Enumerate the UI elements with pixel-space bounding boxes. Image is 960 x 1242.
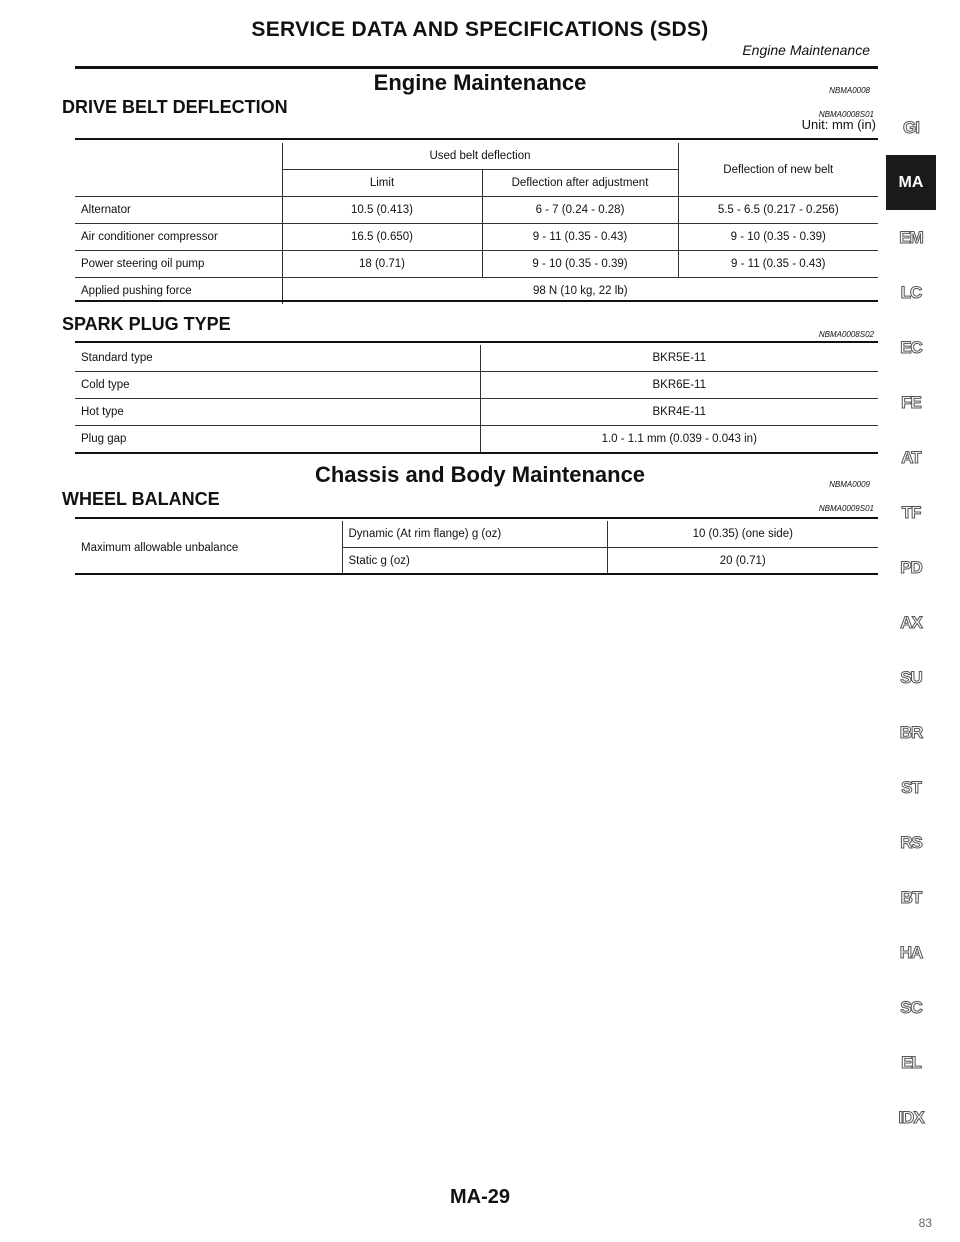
- spark-plug-heading: SPARK PLUG TYPE: [62, 314, 231, 334]
- table-row: [75, 372, 878, 399]
- row-limit: 16.5 (0.650): [282, 224, 482, 251]
- table-row: [75, 197, 878, 224]
- header-new-belt: Deflection of new belt: [678, 143, 878, 197]
- table-row: [75, 345, 878, 372]
- table-row: [75, 521, 878, 548]
- row-value: 20 (0.71): [607, 548, 878, 575]
- row-value: BKR5E-11: [480, 345, 878, 372]
- row-item: Air conditioner compressor: [75, 224, 282, 251]
- drive-belt-unit: Unit: mm (in): [801, 117, 876, 132]
- running-head: Engine Maintenance: [742, 42, 870, 58]
- tab-gi[interactable]: GI: [903, 117, 919, 137]
- wheel-balance-heading: WHEEL BALANCE: [62, 489, 220, 509]
- table-row: [75, 426, 878, 453]
- wheel-balance-table: [75, 521, 878, 574]
- tab-el[interactable]: EL: [901, 1052, 921, 1072]
- row-item: Plug gap: [81, 433, 127, 445]
- header-used-belt: Used belt deflection: [282, 143, 678, 170]
- tab-br[interactable]: BR: [899, 722, 923, 742]
- section-code-chassis: NBMA0009: [829, 480, 870, 489]
- row-after: 6 - 7 (0.24 - 0.28): [482, 197, 678, 224]
- tab-ha[interactable]: HA: [899, 942, 923, 962]
- section-title-chassis: Chassis and Body Maintenance: [314, 462, 646, 487]
- table-row: [75, 251, 878, 278]
- spark-plug-top-rule: [75, 341, 878, 343]
- page-title: SERVICE DATA AND SPECIFICATIONS (SDS): [251, 18, 709, 41]
- tab-idx[interactable]: IDX: [898, 1107, 924, 1127]
- row-item: Hot type: [75, 399, 480, 426]
- wheel-balance-bottom-rule: [75, 573, 878, 575]
- drive-belt-top-rule: [75, 138, 878, 140]
- wheel-balance-code: NBMA0009S01: [818, 504, 874, 513]
- table-row: [75, 399, 878, 426]
- row-item: Applied pushing force: [81, 285, 192, 297]
- row-value: 10 (0.35) (one side): [607, 521, 878, 548]
- section-code-engine: NBMA0008: [829, 86, 870, 95]
- row-item: Alternator: [75, 197, 282, 224]
- spark-plug-table: [75, 345, 878, 452]
- row-item: Cold type: [75, 372, 480, 399]
- header-after-adjust: Deflection after adjustment: [482, 170, 678, 197]
- row-after: 9 - 10 (0.35 - 0.39): [482, 251, 678, 278]
- spark-plug-bottom-rule: [75, 452, 878, 454]
- drive-belt-code: NBMA0008S01: [818, 110, 874, 119]
- drive-belt-table: [75, 143, 878, 304]
- row-type: Dynamic (At rim flange) g (oz): [342, 521, 607, 548]
- tab-em[interactable]: EM: [899, 227, 923, 247]
- row-new: 9 - 10 (0.35 - 0.39): [678, 224, 878, 251]
- row-new: 9 - 11 (0.35 - 0.43): [678, 251, 878, 278]
- page-number: MA-29: [449, 1186, 510, 1208]
- drive-belt-bottom-rule: [75, 300, 878, 302]
- row-limit: 10.5 (0.413): [282, 197, 482, 224]
- tab-rs[interactable]: RS: [900, 832, 922, 852]
- tab-pd[interactable]: PD: [900, 557, 922, 577]
- tab-st[interactable]: ST: [901, 777, 921, 797]
- row-item: Standard type: [75, 345, 480, 372]
- footer-mark: 83: [918, 1216, 932, 1230]
- tab-fe[interactable]: FE: [901, 392, 921, 412]
- tab-sc[interactable]: SC: [900, 997, 922, 1017]
- row-new: 5.5 - 6.5 (0.217 - 0.256): [678, 197, 878, 224]
- tab-ec[interactable]: EC: [900, 337, 922, 357]
- wheel-balance-top-rule: [75, 517, 878, 519]
- row-type: Static g (oz): [342, 548, 607, 575]
- side-index-tabs: [886, 100, 936, 1145]
- tab-lc[interactable]: LC: [900, 282, 922, 302]
- tab-tf[interactable]: TF: [901, 502, 921, 522]
- tab-ax[interactable]: AX: [900, 612, 922, 632]
- row-value: BKR6E-11: [480, 372, 878, 399]
- row-limit: 18 (0.71): [282, 251, 482, 278]
- header-limit: Limit: [282, 170, 482, 197]
- row-item: Maximum allowable unbalance: [81, 541, 239, 554]
- drive-belt-heading: DRIVE BELT DEFLECTION: [62, 97, 288, 117]
- tab-su[interactable]: SU: [900, 667, 922, 687]
- spark-plug-code: NBMA0008S02: [818, 330, 874, 339]
- header-rule: [75, 66, 878, 69]
- tab-ma[interactable]: MA: [886, 155, 936, 210]
- table-row: [75, 224, 878, 251]
- section-title-engine: Engine Maintenance: [373, 70, 587, 95]
- row-value: 1.0 - 1.1 mm (0.039 - 0.043 in): [480, 426, 878, 453]
- row-value: BKR4E-11: [480, 399, 878, 426]
- row-item: Power steering oil pump: [75, 251, 282, 278]
- row-after: 9 - 11 (0.35 - 0.43): [482, 224, 678, 251]
- tab-bt[interactable]: BT: [900, 887, 922, 907]
- row-pushing-value: 98 N (10 kg, 22 lb): [282, 278, 878, 305]
- tab-at[interactable]: AT: [901, 447, 921, 467]
